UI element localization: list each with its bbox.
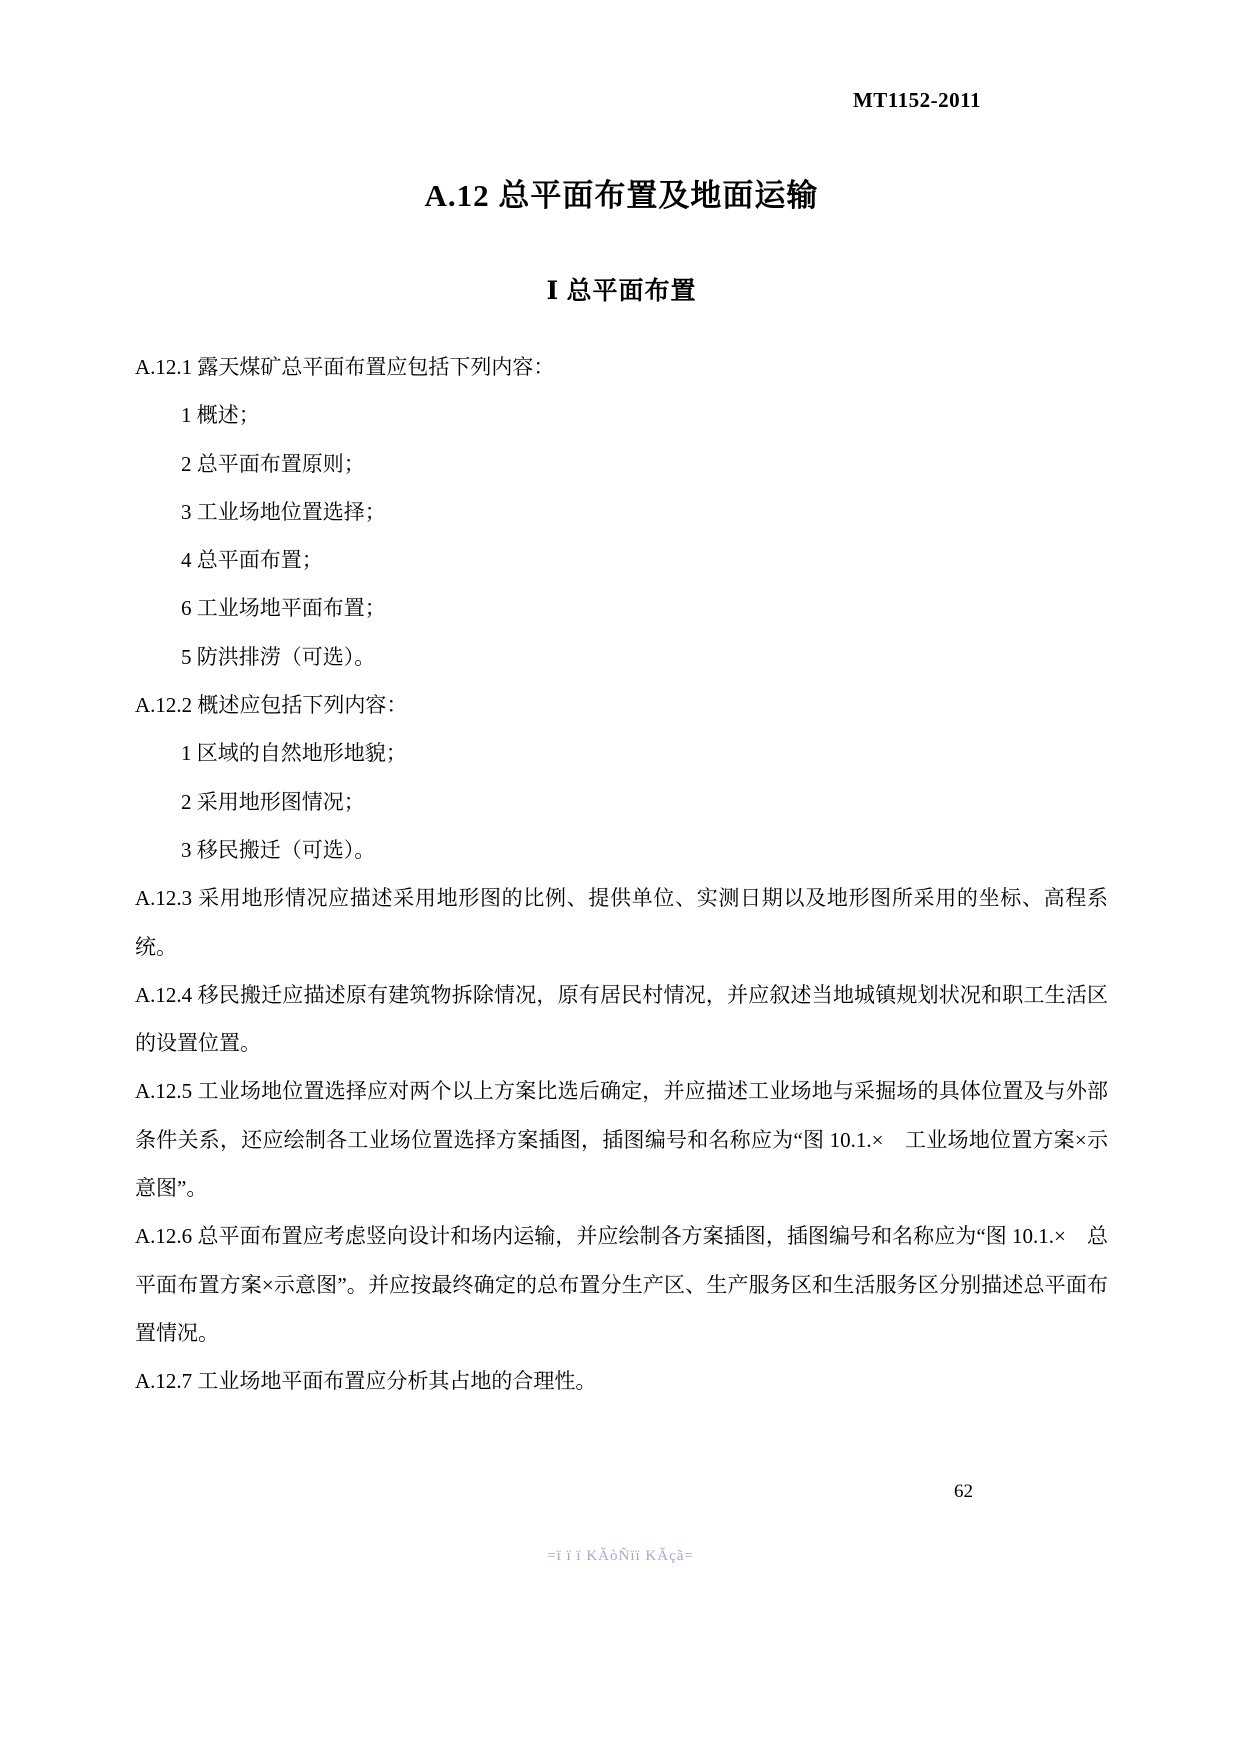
paragraph-a12-2: A.12.2 概述应包括下列内容： [135,693,408,718]
doc-code-header: MT1152-2011 [852,88,981,112]
list-item: 6 工业场地平面布置； [181,596,386,621]
paragraph-a12-4: A.12.4 移民搬迁应描述原有建筑物拆除情况，原有居民村情况，并应叙述当地城镇规划状况和职工生活区的设置位置。 [135,982,1108,1056]
paragraph-a12-6: A.12.6 总平面布置应考虑竖向设计和场内运输，并应绘制各方案插图，插图编号和名称应为“图 10.1.× 总平面布置方案×示意图”。并应按最终确定的总布置分生产区、生产服务区和生活服务区分别描述总平面布置情况。 [135,1224,1108,1345]
page-number: 62 [954,1481,973,1502]
list-item: 5 防洪排涝（可选）。 [181,644,376,669]
list-item: 3 移民搬迁（可选）。 [181,837,376,862]
page-content [135,170,1108,1406]
footer-watermark: =ï ï ï KǍòÑïï KǍçã= [547,1548,694,1564]
paragraph-a12-1: A.12.1 露天煤矿总平面布置应包括下列内容： [135,355,555,379]
paragraph-a12-7: A.12.7 工业场地平面布置应分析其占地的合理性。 [135,1369,597,1394]
paragraph-a12-3: A.12.3 采用地形情况应描述采用地形图的比例、提供单位、实测日期以及地形图所采用的坐标、高程系统。 [135,886,1108,959]
page-title: A.12 总平面布置及地面运输 [424,178,819,213]
paragraph-a12-5: A.12.5 工业场地位置选择应对两个以上方案比选后确定，并应描述工业场地与采掘场的具体位置及与外部条件关系，还应绘制各工业场位置选择方案插图，插图编号和名称应为“图 10.1.× 工业场地位置方案×示意图”。 [135,1079,1108,1201]
list-item: 2 总平面布置原则； [181,451,365,476]
list-item: 1 概述； [181,403,260,428]
list-item: 2 采用地形图情况； [181,789,365,814]
list-item: 1 区域的自然地形地貌； [181,741,407,766]
list-item: 3 工业场地位置选择； [181,499,386,524]
list-item: 4 总平面布置； [181,548,323,573]
section-subtitle: Ⅰ 总平面布置 [546,278,697,305]
